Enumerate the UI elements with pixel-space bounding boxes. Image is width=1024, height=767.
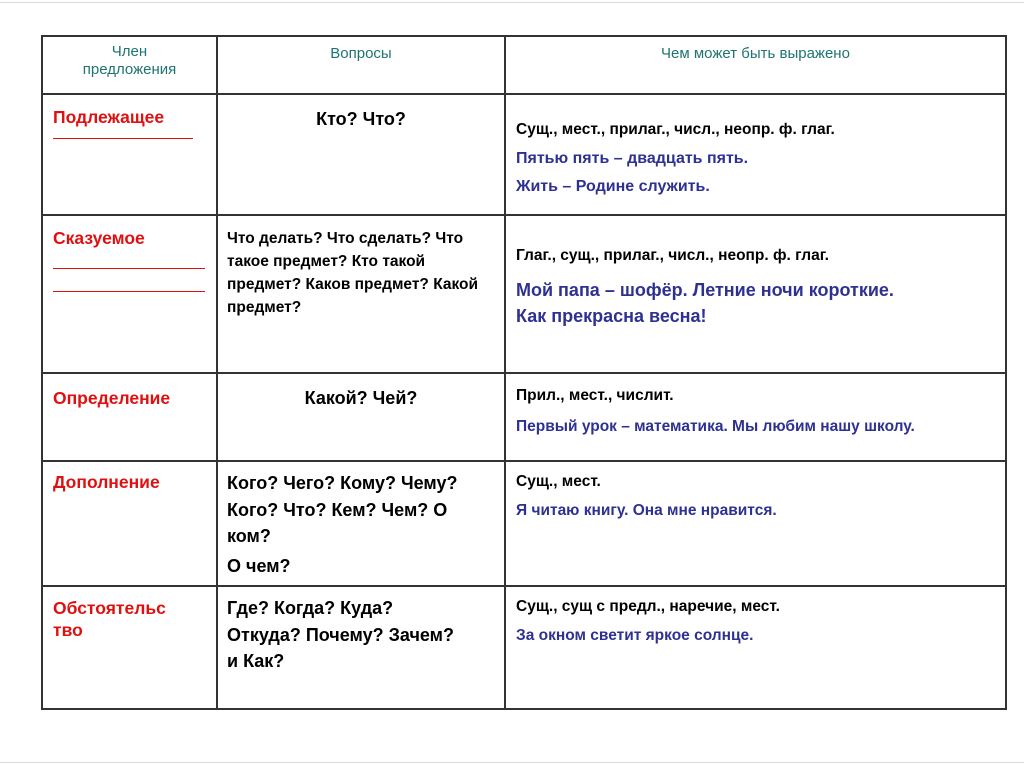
- member-name-part1: Обстоятельс: [53, 598, 166, 618]
- example: Жить – Родине служить.: [516, 178, 710, 195]
- table-row: [42, 215, 1006, 373]
- parts-of-speech: Глаг., сущ., прилаг., числ., неопр. ф. глаг.: [516, 247, 829, 264]
- page-top-rule: [0, 2, 1024, 3]
- questions-text-extra: О чем?: [227, 555, 291, 576]
- member-name-part2: тво: [53, 620, 83, 640]
- member-cell: [42, 373, 217, 461]
- parts-of-speech: Сущ., мест., прилаг., числ., неопр. ф. глаг.: [516, 121, 835, 138]
- member-name: Определение: [53, 388, 171, 408]
- example: Мой папа – шофёр. Летние ночи короткие. Как прекрасна весна!: [516, 280, 894, 326]
- expression-cell: [505, 586, 1006, 709]
- table-row: [42, 373, 1006, 461]
- table-row: [42, 586, 1006, 709]
- questions-text: Кого? Чего? Кому? Чему? Кого? Что? Кем? Чем? О ком?: [227, 473, 458, 546]
- table-row: [42, 94, 1006, 215]
- member-cell: [42, 461, 217, 586]
- questions-cell: Какой? Чей?: [217, 373, 505, 461]
- questions-cell: [217, 461, 505, 586]
- questions-cell: Что делать? Что сделать? Что такое предмет? Кто такой предмет? Каков предмет? Какой предмет?: [217, 215, 505, 373]
- sentence-members-table: [41, 35, 1007, 710]
- questions-cell: Где? Когда? Куда? Откуда? Почему? Зачем? и Как?: [217, 586, 505, 709]
- member-cell: [42, 586, 217, 709]
- expression-cell: [505, 461, 1006, 586]
- header-member-line1: Член: [111, 43, 148, 60]
- header-member-line2: предложения: [82, 61, 177, 78]
- member-name: Подлежащее: [53, 107, 165, 127]
- table-row: [42, 461, 1006, 586]
- expression-cell: [505, 215, 1006, 373]
- example: За окном светит яркое солнце.: [516, 627, 754, 644]
- parts-of-speech: Сущ., мест.: [516, 473, 601, 490]
- underline-solid: [53, 138, 193, 139]
- member-name: Дополнение: [53, 472, 160, 492]
- questions-cell: Кто? Что?: [217, 94, 505, 215]
- member-name: Сказуемое: [53, 228, 145, 248]
- expression-cell: [505, 94, 1006, 215]
- header-member: [42, 36, 217, 94]
- example: Пятью пять – двадцать пять.: [516, 150, 749, 167]
- underline-solid: [53, 291, 205, 292]
- member-cell: [42, 215, 217, 373]
- page-bottom-rule: [0, 762, 1024, 763]
- example: Я читаю книгу. Она мне нравится.: [516, 502, 777, 519]
- header-expressed-by: Чем может быть выражено: [505, 36, 1006, 94]
- underline-solid: [53, 268, 205, 269]
- expression-cell: [505, 373, 1006, 461]
- header-questions: Вопросы: [217, 36, 505, 94]
- example: Первый урок – математика. Мы любим нашу школу.: [516, 418, 915, 435]
- parts-of-speech: Сущ., сущ с предл., наречие, мест.: [516, 598, 780, 615]
- member-cell: [42, 94, 217, 215]
- header-row: [42, 36, 1006, 94]
- parts-of-speech: Прил., мест., числит.: [516, 387, 674, 404]
